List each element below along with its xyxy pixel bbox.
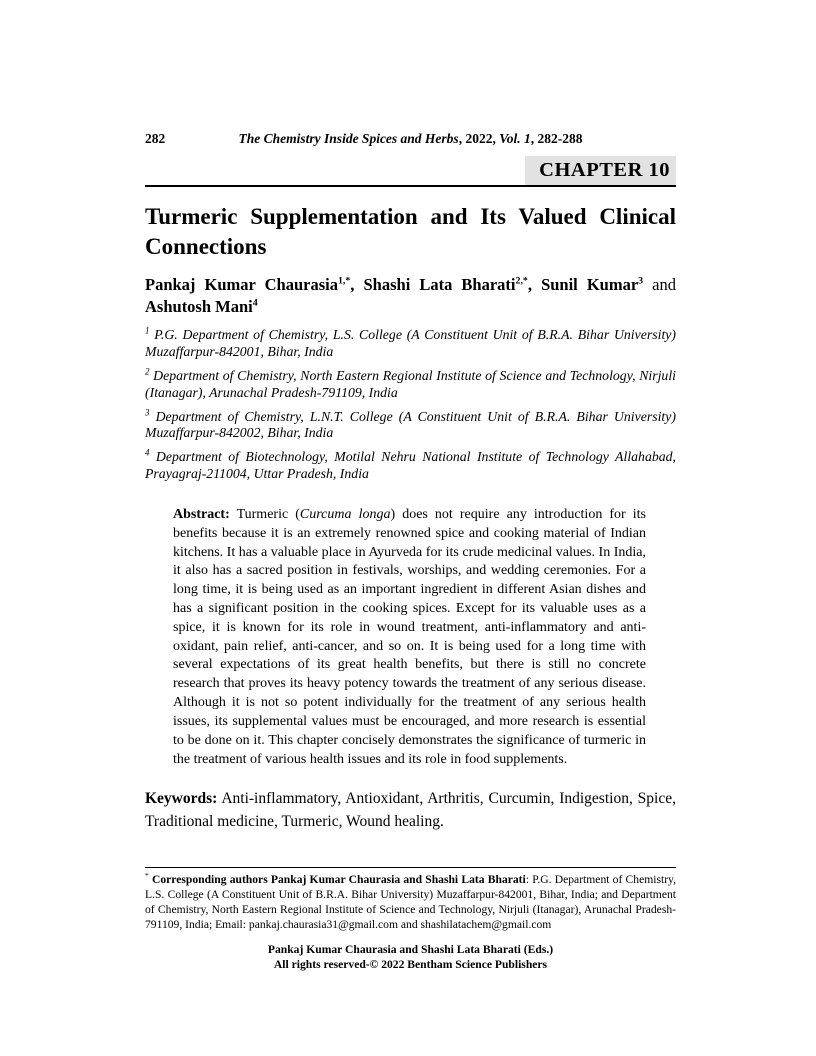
journal-year: , 2022, xyxy=(458,131,500,146)
page-number: 282 xyxy=(145,131,166,146)
author-superscript: 1,* xyxy=(337,275,351,287)
affiliation-superscript: 2 xyxy=(145,366,150,377)
affiliation-text: P.G. Department of Chemistry, L.S. College (A Constituent Unit of B.R.A. Bihar University) Muzaffarpur-842001, Bihar, India xyxy=(145,327,677,360)
author-superscript: 3 xyxy=(638,275,644,287)
footnote-text: : P.G. Department of Chemistry, L.S. College (A Constituent Unit of B.R.A. Bihar University) Muzaffarpur-842001, Bihar, India; and Department of Chemistry, North Eastern Regional Institute of Science and Technology, Nirjuli (Itanagar), Arunachal Pradesh-791109, India; Email: pankaj.chaurasia31@gmail.com and shashilatachem@gmail.com xyxy=(145,873,676,931)
affiliations xyxy=(145,327,676,483)
author-name: Ashutosh Mani xyxy=(145,296,253,316)
author-conjunction: and xyxy=(643,275,677,295)
author-line xyxy=(145,274,676,317)
keywords-text: Anti-inflammatory, Antioxidant, Arthritis, Curcumin, Indigestion, Spice, Traditional medicine, Turmeric, Wound healing. xyxy=(145,790,676,830)
editors-line: Pankaj Kumar Chaurasia and Shashi Lata Bharati (Eds.) xyxy=(267,942,554,956)
author-separator: , xyxy=(527,275,542,295)
running-header xyxy=(145,131,676,147)
affiliation-text: Department of Chemistry, L.N.T. College (A Constituent Unit of B.R.A. Bihar University) Muzaffarpur-842002, Bihar, India xyxy=(145,408,676,441)
abstract-text: ) does not require any introduction for its benefits because it is an extremely renowned spice and cooking material of Indian kitchens. It has a valuable place in Ayurveda for its crude medicinal values. In India, it also has a sacred position in festivals, worships, and wedding ceremonies. For a long time, it is being used as an important ingredient in different Asian dishes and has a significant position in the cooking spices. Except for its valuable uses as a spice, it is known for its role in wound treatment, anti-inflammatory and anti-oxidant, pain relief, anti-cancer, and so on. It is being used for a long time with several expectations of its great health benefits, but there is still no concrete research that proves its heavy potency towards the treatment of any serious disease. Although it is not so potent individually for the treatment of any serious health issues, its supplemental values must be encouraged, and more research is essential to be done on it. This chapter concisely demonstrates the significance of turmeric in the treatment of various health issues and its role in food supplements. xyxy=(173,506,647,767)
journal-name: The Chemistry Inside Spices and Herbs xyxy=(238,131,459,146)
author-superscript: 2,* xyxy=(515,275,528,287)
rights-line: All rights reserved-© 2022 Bentham Science Publishers xyxy=(273,958,548,971)
footnote-bold: Corresponding authors Pankaj Kumar Chaurasia and Shashi Lata Bharati xyxy=(148,873,526,887)
affiliation xyxy=(145,368,676,402)
species-name: Curcuma longa xyxy=(299,506,391,522)
page-content xyxy=(145,131,676,972)
abstract xyxy=(145,506,676,770)
affiliation-superscript: 4 xyxy=(145,447,150,458)
footnote-asterisk: * xyxy=(145,871,149,881)
keywords xyxy=(145,788,676,833)
affiliation-superscript: 3 xyxy=(145,406,150,417)
abstract-label: Abstract: xyxy=(173,506,230,522)
journal-volume: Vol. 1 xyxy=(499,131,531,146)
running-title xyxy=(145,131,676,147)
affiliation xyxy=(145,406,676,443)
chapter-heading-row xyxy=(145,156,676,187)
abstract-text-pre: Turmeric ( xyxy=(229,506,300,522)
affiliation-superscript: 1 xyxy=(145,325,150,336)
chapter-label: CHAPTER 10 xyxy=(525,156,676,185)
author-name: Pankaj Kumar Chaurasia xyxy=(145,275,338,295)
affiliation-text: Department of Biotechnology, Motilal Nehru National Institute of Technology Allahabad, Prayagraj-211004, Uttar Pradesh, India xyxy=(145,449,676,482)
affiliation-text: Department of Chemistry, North Eastern Regional Institute of Science and Technology, Nirjuli (Itanagar), Arunachal Pradesh-791109, India xyxy=(145,367,677,400)
author-separator: , xyxy=(350,275,364,295)
author-name: Shashi Lata Bharati xyxy=(363,275,516,295)
keywords-label: Keywords: xyxy=(145,790,218,808)
author-name: Sunil Kumar xyxy=(541,275,639,295)
corresponding-author-footnote xyxy=(145,867,676,932)
journal-pages: , 282-288 xyxy=(530,131,583,146)
author-superscript: 4 xyxy=(252,297,258,309)
publisher-credits xyxy=(145,942,676,973)
article-title: Turmeric Supplementation and Its Valued Clinical Connections xyxy=(145,203,676,259)
affiliation xyxy=(145,449,676,483)
affiliation xyxy=(145,327,676,361)
